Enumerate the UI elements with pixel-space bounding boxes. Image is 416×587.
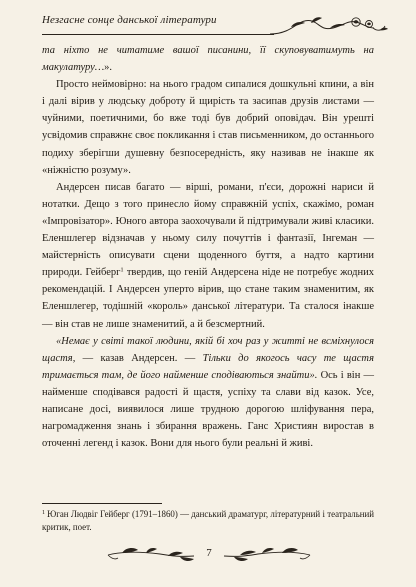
paragraph-1-tail: ». <box>104 62 113 74</box>
running-header-title: Незгасне сонце данської літератури <box>42 14 217 26</box>
paragraph-2: Просто неймовірно: на нього градом сипалися дошкульні кпини, а він і далі вірив у людську доброту й щирість та засипав друзів листами — чуйними, поетичними, бо вже тоді був добрий оповідач. Він урешті усвідомив справжнє своє покликання і став письменником, до останнього подиху зберігши душевну безпосередність, яку називав не інакше як «ніжністю розуму». <box>42 79 374 176</box>
footnote-text: Юган Людвіг Гейберг (1791–1860) — данський драматург, літературний і театральний критик, поет. <box>42 509 374 532</box>
floral-vine-ornament-icon <box>270 10 390 44</box>
paragraph-4-end: Ось і він — найменше сподівався радості й щастя, успіху та слави від казок. Усе, написане досі, виявилося лише трудною дорогою шліфування пера, нагромадження знань і збирання вражень. Ганс Християн виростав в оточенні легенд і казок. Вони для нього були реальні й живі. <box>42 369 374 450</box>
running-header <box>42 10 382 44</box>
paragraph-1-italic: та ніхто не читатиме вашої писанини, її скуповуватимуть на макулатуру… <box>42 45 374 74</box>
paragraph-1 <box>42 42 374 76</box>
footnote-number: 1 <box>42 509 46 516</box>
paragraph-4-quote-2: Тільки до якогось часу те щастя тримається там, де його найменше сподіваються знайти». <box>42 352 374 381</box>
footnote-rule <box>42 503 162 504</box>
page-number: 7 <box>206 547 212 559</box>
page-body <box>42 42 374 452</box>
paragraph-3 <box>42 179 374 333</box>
paragraph-3-end: твердив, що геній Андерсена ніде не потребує жодних рекомендацій. І Андерсен уперто вірив, що стане таким знаменитим, як Еленшлегер, тодішній «король» данської літератури. Та сталося інакше — він став не лише знаменитий, а й безсмертний. <box>42 267 374 330</box>
paragraph-4-attribution: — казав Андерсен. — <box>75 352 203 364</box>
footnote <box>42 507 374 533</box>
paragraph-4-quote-1: «Немає у світі такої людини, якій бі хоч раз у житті не всміхнулося щастя, <box>42 335 374 364</box>
page-footer <box>104 539 314 573</box>
footnote-reference: 1 <box>120 266 124 274</box>
paragraph-4 <box>42 333 374 453</box>
paragraph-3-start: Андерсен писав багато — вірші, романи, п'єси, дорожні нариси й нотатки. Дещо з того принесло йому справжній успіх, скажімо, роман «Імпровізатор». Юного автора заохочували й підтримували живі класики. Еленшлегер відзначав у ньому силу почуттів і фантазії, Інгеман — майстерність описувати сцени щоденного буття, а надто картини природи. Гейберг <box>42 181 374 279</box>
header-rule <box>42 34 274 35</box>
